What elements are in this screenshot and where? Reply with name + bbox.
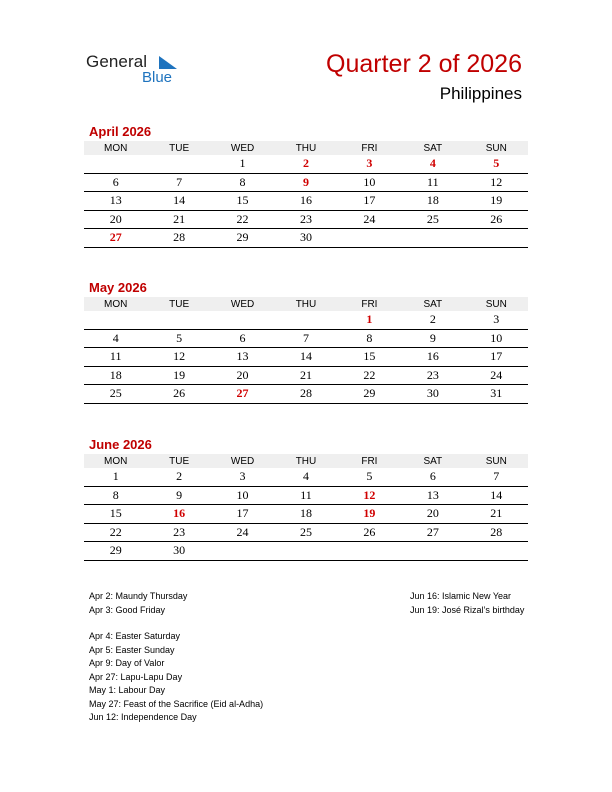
month-title: June 2026 xyxy=(89,437,152,452)
month-calendar xyxy=(84,437,528,561)
holiday-item: Apr 5: Easter Sunday xyxy=(89,644,175,655)
day-cell: 22 xyxy=(338,366,401,385)
day-cell: 7 xyxy=(274,329,337,348)
day-cell: 14 xyxy=(147,192,210,211)
day-cell: 4 xyxy=(401,155,464,173)
empty-day-cell xyxy=(338,542,401,561)
holiday-item: Apr 27: Lapu-Lapu Day xyxy=(89,671,183,682)
page-title: Quarter 2 of 2026 xyxy=(326,50,522,78)
logo-text-blue: Blue xyxy=(142,69,173,86)
day-cell: 29 xyxy=(84,542,147,561)
week-row xyxy=(84,173,528,192)
day-cell: 26 xyxy=(465,210,528,229)
day-cell: 8 xyxy=(211,173,274,192)
weekday-header: WED xyxy=(211,141,274,155)
day-cell: 26 xyxy=(338,523,401,542)
day-cell: 16 xyxy=(274,192,337,211)
day-cell: 19 xyxy=(465,192,528,211)
day-cell: 5 xyxy=(147,329,210,348)
holiday-item: Apr 3: Good Friday xyxy=(89,604,166,615)
day-cell: 14 xyxy=(465,486,528,505)
empty-day-cell xyxy=(147,311,210,329)
day-cell: 9 xyxy=(274,173,337,192)
day-cell: 11 xyxy=(274,486,337,505)
month-title: May 2026 xyxy=(89,280,147,295)
day-cell: 5 xyxy=(338,468,401,486)
day-cell: 21 xyxy=(465,505,528,524)
logo-text-general: General xyxy=(86,52,148,71)
empty-day-cell xyxy=(338,229,401,248)
holiday-list-right xyxy=(410,590,530,617)
weekday-header: MON xyxy=(84,141,147,155)
day-cell: 17 xyxy=(211,505,274,524)
day-cell: 1 xyxy=(338,311,401,329)
week-row xyxy=(84,311,528,329)
day-cell: 5 xyxy=(465,155,528,173)
weekday-header: THU xyxy=(274,141,337,155)
day-cell: 27 xyxy=(401,523,464,542)
weekday-header: THU xyxy=(274,297,337,311)
day-cell: 13 xyxy=(211,348,274,367)
day-cell: 15 xyxy=(338,348,401,367)
day-cell: 17 xyxy=(465,348,528,367)
day-cell: 26 xyxy=(147,385,210,404)
day-cell: 25 xyxy=(401,210,464,229)
day-cell: 23 xyxy=(401,366,464,385)
day-cell: 20 xyxy=(211,366,274,385)
day-cell: 7 xyxy=(147,173,210,192)
week-row xyxy=(84,229,528,248)
day-cell: 24 xyxy=(465,366,528,385)
day-cell: 3 xyxy=(211,468,274,486)
day-cell: 23 xyxy=(147,523,210,542)
day-cell: 10 xyxy=(465,329,528,348)
week-row xyxy=(84,385,528,404)
day-cell: 12 xyxy=(147,348,210,367)
weekday-header: MON xyxy=(84,454,147,468)
week-row xyxy=(84,366,528,385)
day-cell: 7 xyxy=(465,468,528,486)
day-cell: 16 xyxy=(147,505,210,524)
day-cell: 20 xyxy=(401,505,464,524)
empty-day-cell xyxy=(84,155,147,173)
day-cell: 3 xyxy=(338,155,401,173)
week-row xyxy=(84,210,528,229)
holiday-item: May 27: Feast of the Sacrifice (Eid al-Adha) xyxy=(89,698,264,709)
day-cell: 1 xyxy=(84,468,147,486)
week-row xyxy=(84,523,528,542)
month-calendar xyxy=(84,280,528,404)
day-cell: 12 xyxy=(465,173,528,192)
weekday-header: TUE xyxy=(147,297,210,311)
empty-day-cell xyxy=(84,311,147,329)
weekday-header: SAT xyxy=(401,454,464,468)
country-name: Philippines xyxy=(439,84,522,103)
weekday-header: FRI xyxy=(338,141,401,155)
day-cell: 24 xyxy=(211,523,274,542)
day-cell: 15 xyxy=(211,192,274,211)
day-cell: 21 xyxy=(147,210,210,229)
holiday-item: Apr 4: Easter Saturday xyxy=(89,631,181,641)
day-cell: 22 xyxy=(211,210,274,229)
day-cell: 6 xyxy=(211,329,274,348)
weekday-header: SAT xyxy=(401,297,464,311)
day-cell: 31 xyxy=(465,385,528,404)
empty-day-cell xyxy=(465,229,528,248)
day-cell: 12 xyxy=(338,486,401,505)
day-cell: 10 xyxy=(338,173,401,192)
day-cell: 25 xyxy=(274,523,337,542)
month-grid xyxy=(84,141,528,248)
day-cell: 30 xyxy=(401,385,464,404)
day-cell: 28 xyxy=(465,523,528,542)
weekday-header: SAT xyxy=(401,141,464,155)
day-cell: 30 xyxy=(274,229,337,248)
month-grid xyxy=(84,297,528,404)
day-cell: 2 xyxy=(401,311,464,329)
empty-day-cell xyxy=(211,542,274,561)
day-cell: 13 xyxy=(401,486,464,505)
empty-day-cell xyxy=(401,229,464,248)
day-cell: 28 xyxy=(147,229,210,248)
day-cell: 30 xyxy=(147,542,210,561)
empty-day-cell xyxy=(465,542,528,561)
day-cell: 4 xyxy=(274,468,337,486)
week-row xyxy=(84,542,528,561)
weekday-header: SUN xyxy=(465,297,528,311)
weekday-header: TUE xyxy=(147,141,210,155)
weekday-header: SUN xyxy=(465,454,528,468)
day-cell: 13 xyxy=(84,192,147,211)
empty-day-cell xyxy=(401,542,464,561)
day-cell: 18 xyxy=(401,192,464,211)
day-cell: 29 xyxy=(211,229,274,248)
holiday-item: May 1: Labour Day xyxy=(89,685,166,695)
holiday-item: Jun 19: José Rizal’s birthday xyxy=(410,604,525,615)
month-title: April 2026 xyxy=(89,124,152,139)
holiday-item: Jun 12: Independence Day xyxy=(89,712,197,722)
day-cell: 18 xyxy=(84,366,147,385)
day-cell: 9 xyxy=(147,486,210,505)
weekday-header: MON xyxy=(84,297,147,311)
weekday-header: FRI xyxy=(338,297,401,311)
weekday-header: THU xyxy=(274,454,337,468)
day-cell: 25 xyxy=(84,385,147,404)
week-row xyxy=(84,505,528,524)
day-cell: 23 xyxy=(274,210,337,229)
empty-day-cell xyxy=(147,155,210,173)
weekday-header: FRI xyxy=(338,454,401,468)
weekday-header: SUN xyxy=(465,141,528,155)
holiday-list-spacer xyxy=(89,617,329,630)
day-cell: 8 xyxy=(338,329,401,348)
day-cell: 15 xyxy=(84,505,147,524)
day-cell: 2 xyxy=(274,155,337,173)
holiday-item: Apr 2: Maundy Thursday xyxy=(89,591,188,601)
day-cell: 21 xyxy=(274,366,337,385)
week-row xyxy=(84,192,528,211)
month-calendar xyxy=(84,124,528,248)
weekday-header: TUE xyxy=(147,454,210,468)
day-cell: 29 xyxy=(338,385,401,404)
day-cell: 8 xyxy=(84,486,147,505)
day-cell: 17 xyxy=(338,192,401,211)
day-cell: 4 xyxy=(84,329,147,348)
holiday-item: Jun 16: Islamic New Year xyxy=(410,591,512,601)
day-cell: 3 xyxy=(465,311,528,329)
day-cell: 18 xyxy=(274,505,337,524)
weekday-header: WED xyxy=(211,297,274,311)
day-cell: 28 xyxy=(274,385,337,404)
week-row xyxy=(84,348,528,367)
weekday-header: WED xyxy=(211,454,274,468)
day-cell: 11 xyxy=(84,348,147,367)
holiday-list-left xyxy=(89,590,329,725)
day-cell: 14 xyxy=(274,348,337,367)
day-cell: 11 xyxy=(401,173,464,192)
day-cell: 27 xyxy=(84,229,147,248)
day-cell: 24 xyxy=(338,210,401,229)
empty-day-cell xyxy=(274,542,337,561)
day-cell: 10 xyxy=(211,486,274,505)
generalblue-logo xyxy=(86,52,186,88)
empty-day-cell xyxy=(274,311,337,329)
empty-day-cell xyxy=(211,311,274,329)
day-cell: 22 xyxy=(84,523,147,542)
month-grid xyxy=(84,454,528,561)
day-cell: 16 xyxy=(401,348,464,367)
week-row xyxy=(84,329,528,348)
week-row xyxy=(84,155,528,173)
week-row xyxy=(84,468,528,486)
holiday-item: Apr 9: Day of Valor xyxy=(89,658,165,668)
week-row xyxy=(84,486,528,505)
day-cell: 9 xyxy=(401,329,464,348)
day-cell: 1 xyxy=(211,155,274,173)
day-cell: 20 xyxy=(84,210,147,229)
day-cell: 27 xyxy=(211,385,274,404)
day-cell: 19 xyxy=(147,366,210,385)
day-cell: 6 xyxy=(84,173,147,192)
day-cell: 19 xyxy=(338,505,401,524)
day-cell: 6 xyxy=(401,468,464,486)
day-cell: 2 xyxy=(147,468,210,486)
